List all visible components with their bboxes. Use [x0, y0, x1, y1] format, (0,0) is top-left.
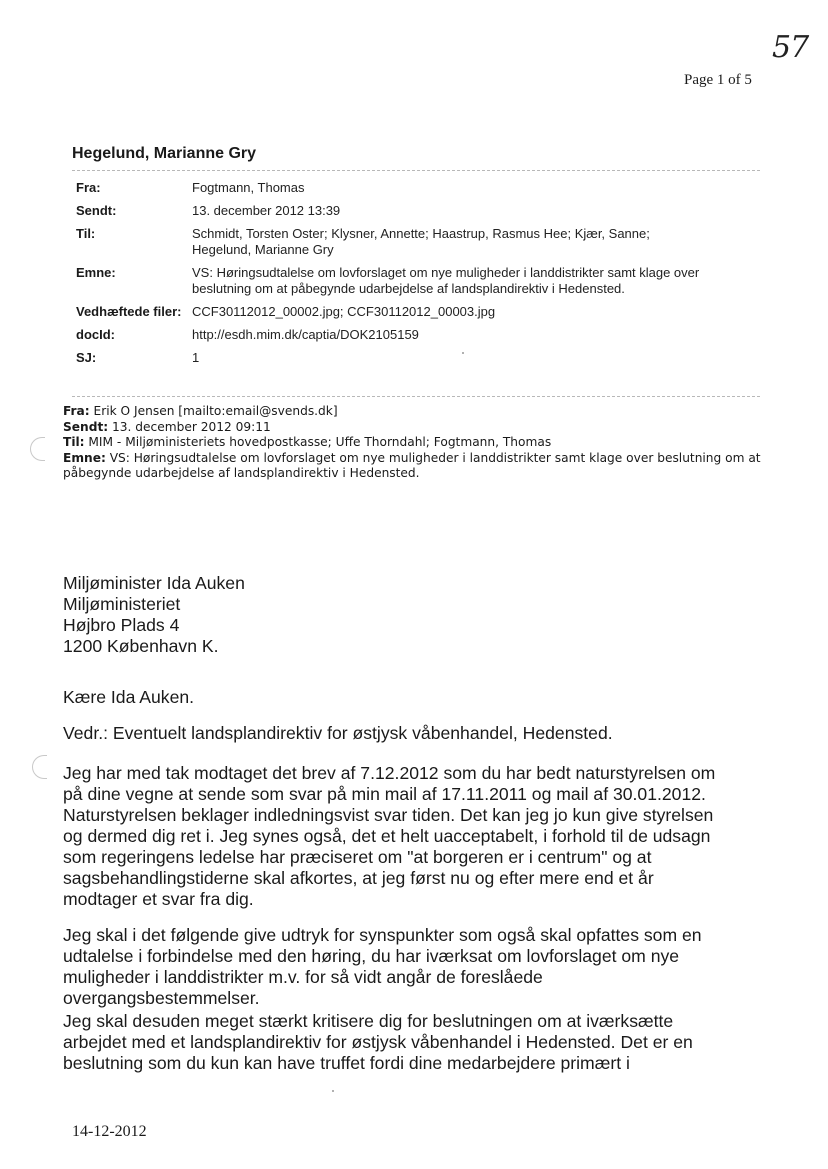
handwritten-page-number: 57 [772, 30, 809, 65]
address-line: Miljøministeriet [63, 594, 181, 614]
letter-paragraph-3: Jeg skal desuden meget stærkt kritisere dig for beslutningen om at iværksætte arbejdet med et landsplandirektiv for østjysk våbenhandel i Hedensted. Det er en beslutning som du kun kan have truffet fordi dine medarbejdere primært i [63, 1011, 693, 1073]
header-value-to: Schmidt, Torsten Oster; Klysner, Annette; Haastrup, Rasmus Hee; Kjær, Sanne; Hegelund, Marianne Gry [192, 226, 650, 257]
forwarded-from-label: Fra: [63, 404, 90, 418]
recipient-address [63, 573, 771, 657]
header-value-docid: http://esdh.mim.dk/captia/DOK2105159 [192, 327, 419, 342]
header-label: SJ: [76, 350, 97, 365]
header-label: Fra: [76, 180, 101, 195]
forwarded-to-label: Til: [63, 435, 85, 450]
header-value-sent: 13. december 2012 13:39 [192, 203, 341, 218]
header-row-to [76, 226, 766, 258]
forwarded-from: Erik O Jensen [mailto:email@svends.dk] [93, 404, 338, 418]
letter-paragraph-2: Jeg skal i det følgende give udtryk for synspunkter som også skal opfattes som en udtalelse i forbindelse med den høring, du har iværksat om lovforslaget om nye muligheder i landdistrikter m.v. for så vidt angår de foreslåede overgangsbestemmelser. [63, 925, 702, 1008]
forwarded-to-line [63, 435, 773, 451]
forwarded-sent: 13. december 2012 09:11 [112, 419, 271, 434]
header-row-docid [76, 327, 766, 343]
header-value-subject: VS: Høringsudtalelse om lovforslaget om nye muligheder i landdistrikter samt klage over beslutning om at påbegynde udarbejdelse af landsplandirektiv i Hedensted. [192, 265, 700, 296]
forwarded-subject-label: Emne: [63, 450, 106, 465]
header-value-sj: 1 [192, 350, 200, 365]
forwarded-sent-label: Sendt: [63, 419, 109, 434]
header-label: Sendt: [76, 203, 117, 218]
header-label: docId: [76, 327, 115, 342]
header-row-sent [76, 203, 766, 219]
forwarded-to: MIM - Miljøministeriets hovedpostkasse; Uffe Thorndahl; Fogtmann, Thomas [88, 435, 552, 450]
address-line: 1200 København K. [63, 636, 219, 656]
header-label: Til: [76, 226, 96, 241]
header-divider-top [72, 170, 760, 171]
forwarded-subject-line [63, 451, 773, 482]
forwarded-subject: VS: Høringsudtalelse om lovforslaget om nye muligheder i landdistrikter samt klage over beslutning om at påbegynde udarbejdelse af landsplandirektiv i Hedensted. [63, 450, 761, 481]
forwarded-message-header [63, 404, 773, 482]
email-header-table [76, 180, 766, 373]
forwarded-from-line [63, 404, 773, 420]
punch-hole-mark [30, 437, 45, 461]
mailbox-owner-name: Hegelund, Marianne Gry [72, 145, 257, 162]
header-row-attachments [76, 304, 766, 320]
footer-date: 14-12-2012 [72, 1123, 147, 1140]
header-row-sj [76, 350, 766, 366]
page-info: Page 1 of 5 [684, 72, 752, 88]
scan-speck [332, 1090, 334, 1092]
punch-hole-mark [32, 755, 47, 779]
letter-subject: Vedr.: Eventuelt landsplandirektiv for østjysk våbenhandel, Hedensted. [63, 723, 613, 743]
header-label: Vedhæftede filer: [76, 304, 182, 319]
header-row-subject [76, 265, 766, 297]
address-line: Højbro Plads 4 [63, 615, 180, 635]
header-value-attachments: CCF30112012_00002.jpg; CCF30112012_00003.jpg [192, 304, 496, 319]
header-label: Emne: [76, 265, 116, 280]
header-row-from [76, 180, 766, 196]
letter-paragraph-1: Jeg har med tak modtaget det brev af 7.12.2012 som du har bedt naturstyrelsen om på dine vegne at sende som svar på min mail af 17.11.2011 og mail af 30.01.2012. Naturstyrelsen beklager indledningsvist svar tiden. Det kan jeg jo kun give styrelsen og dermed dig ret i. Jeg synes også, det et helt uacceptabelt, i forhold til de udsagn som regeringens ledelse har præciseret om "at borgeren er i centrum" og at sagsbehandlingstiderne skal afkortes, at jeg først nu og efter mere end et år modtager et svar fra dig. [63, 763, 716, 909]
header-divider-bottom [72, 396, 760, 397]
scan-speck [462, 352, 464, 354]
letter-salutation: Kære Ida Auken. [63, 687, 195, 707]
forwarded-sent-line [63, 420, 773, 436]
address-line: Miljøminister Ida Auken [63, 573, 245, 593]
header-value-from: Fogtmann, Thomas [192, 180, 305, 195]
